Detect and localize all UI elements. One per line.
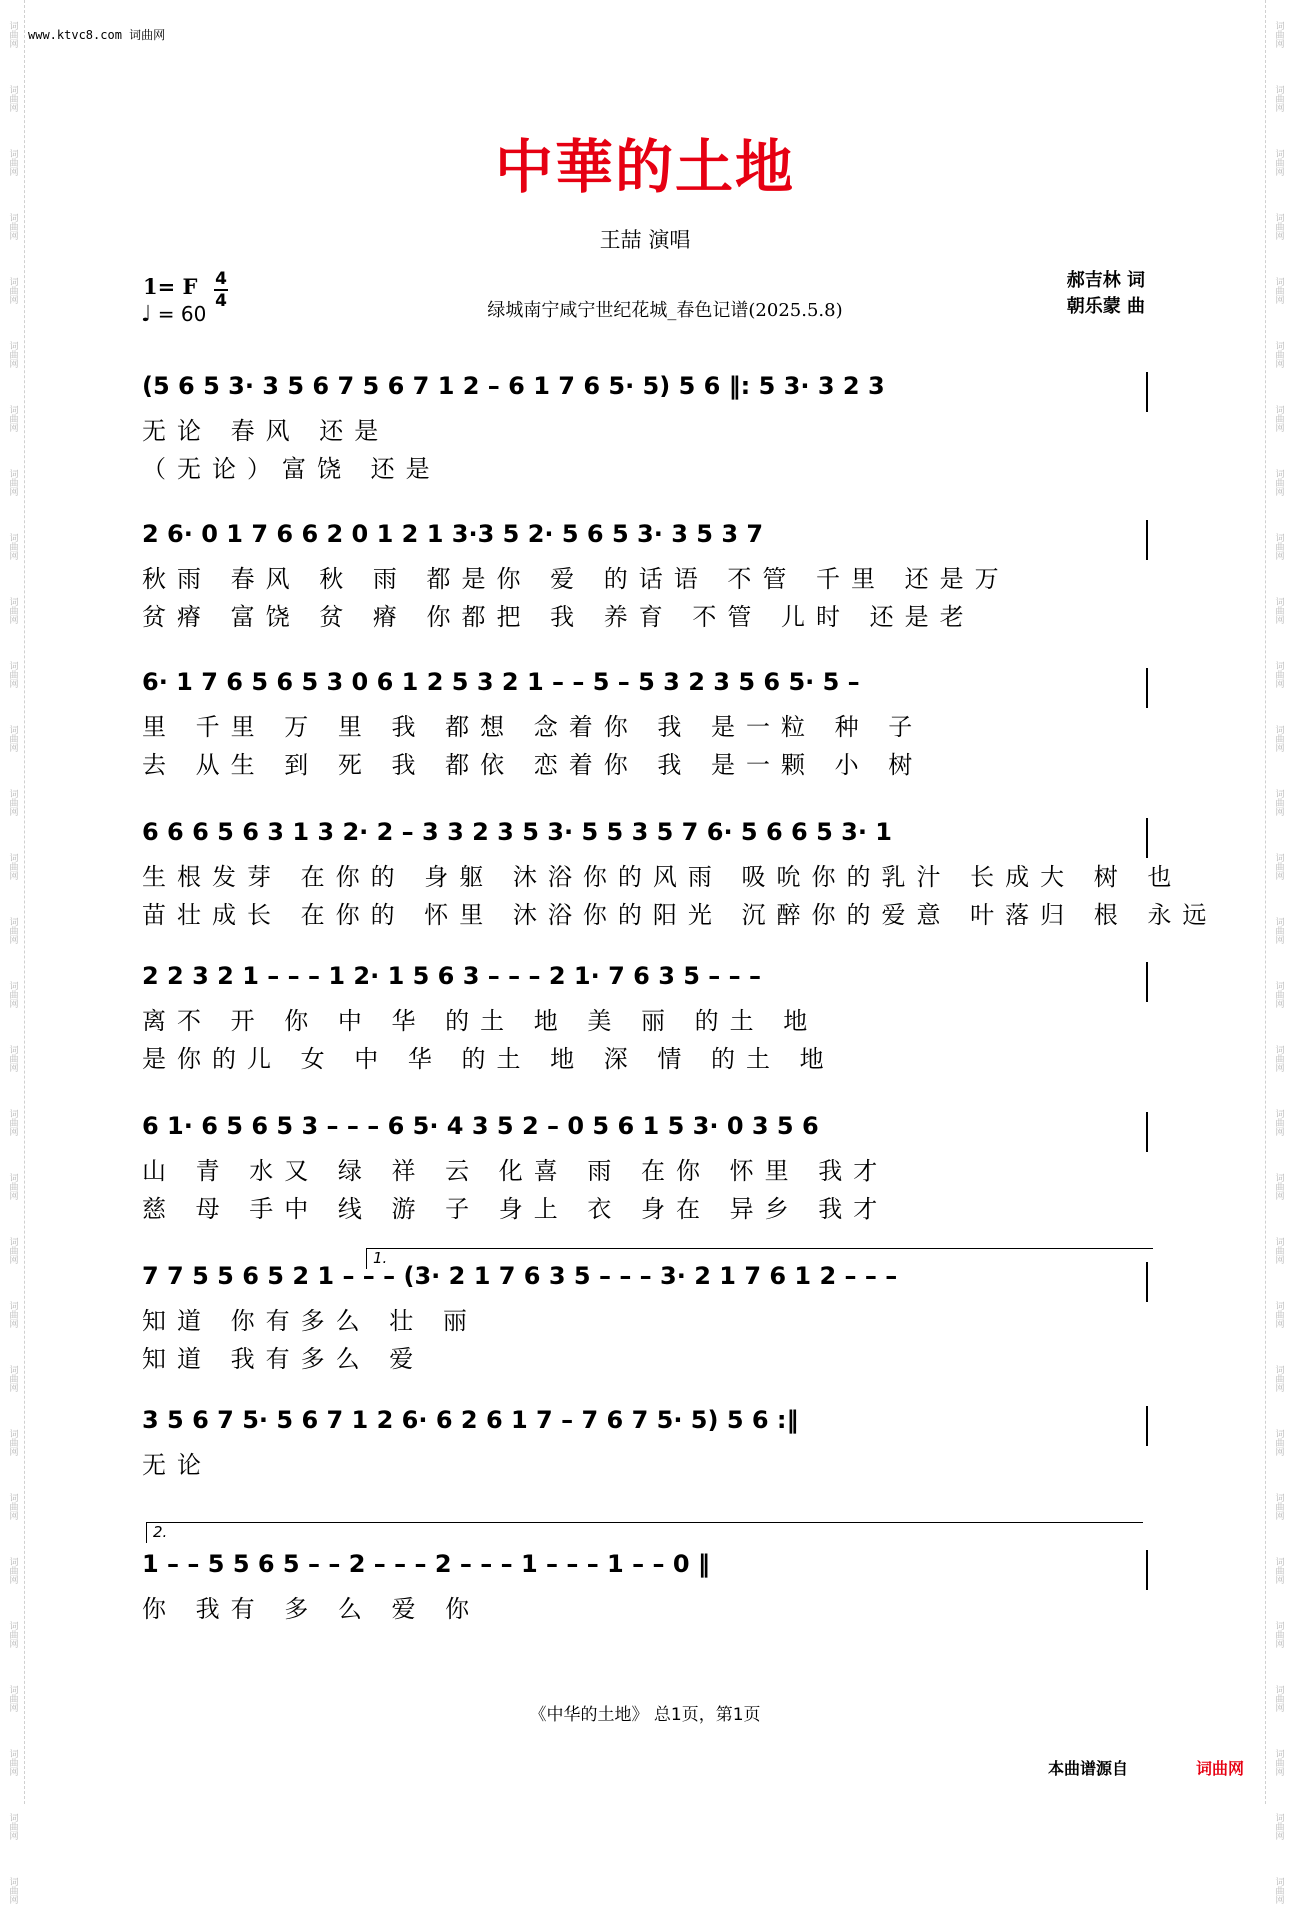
site-url[interactable]: www.ktvc8.com 词曲网 [28,28,166,42]
lyric-line: 知道 我有多么 爱 [142,1345,425,1373]
lyric-line: 离不 开 你 中 华 的土 地 美 丽 的土 地 [142,1007,819,1035]
first-ending-bracket: 1. [366,1248,1153,1269]
score-system [142,1550,1148,1628]
watermark-text: 词曲网 [7,1684,18,1712]
watermark-text: 词曲网 [7,1108,18,1136]
lyric-line: 苗壮成长 在你的 怀里 沐浴你的阳光 沉醉你的爱意 叶落归 根 永远 [142,901,1218,929]
score-system [142,520,1148,636]
watermark-text: 词曲网 [1273,84,1284,112]
watermark-text: 词曲网 [7,788,18,816]
score-system [142,818,1218,934]
second-ending-bracket: 2. [146,1522,1143,1543]
lyric-line: 你 我有 多 么 爱 你 [142,1595,481,1623]
key-signature: 1= F [143,274,198,299]
time-signature-top: 4 [215,269,227,289]
watermark-text: 词曲网 [1273,468,1284,496]
score-system [142,668,1148,784]
watermark-text: 词曲网 [1273,148,1284,176]
lyric-line: 慈 母 手中 线 游 子 身上 衣 身在 异乡 我才 [142,1195,889,1223]
song-title: 中華的土地 [494,133,795,201]
lyric-line: 是你的儿 女 中 华 的土 地 深 情 的土 地 [142,1045,835,1073]
lyric-line: 山 青 水又 绿 祥 云 化喜 雨 在你 怀里 我才 [142,1157,889,1185]
watermark-text: 词曲网 [7,468,18,496]
lyric-line: 秋雨 春风 秋 雨 都是你 爱 的话语 不管 千里 还是万 [142,565,1010,593]
watermark-text: 词曲网 [1273,1556,1284,1584]
watermark-text: 词曲网 [7,84,18,112]
watermark-text: 词曲网 [7,596,18,624]
lyric-line: 无论 [142,1451,212,1479]
watermark-text: 词曲网 [7,1748,18,1776]
composer-credit: 朝乐蒙 曲 [1066,296,1145,317]
watermark-text: 词曲网 [1273,1812,1284,1840]
time-signature-bottom: 4 [215,291,227,311]
notation-line: 7 7 5 5 6 5 2 1 – – – (3· 2 1 7 6 3 5 – – – 3· 2 1 7 6 1 2 – – – [142,1262,1148,1302]
watermark-text: 词曲网 [1273,20,1284,48]
watermark-text: 词曲网 [7,1044,18,1072]
score-system [142,1406,1148,1484]
watermark-text: 词曲网 [7,1428,18,1456]
score-system [142,962,1148,1078]
watermark-text: 词曲网 [1273,724,1284,752]
lyric-line: 知道 你有多么 壮 丽 [142,1307,478,1335]
watermark-text: 词曲网 [7,980,18,1008]
watermark-text: 词曲网 [1273,1172,1284,1200]
source-label: 本曲谱源自 [1048,1759,1129,1778]
watermark-text: 词曲网 [7,212,18,240]
watermark-text: 词曲网 [1273,1236,1284,1264]
watermark-text: 词曲网 [1273,916,1284,944]
watermark-text: 词曲网 [1273,788,1284,816]
watermark-text: 词曲网 [1273,276,1284,304]
watermark-text: 词曲网 [1273,596,1284,624]
watermark-text: 词曲网 [7,340,18,368]
lyricist-credit: 郝吉林 词 [1066,270,1145,291]
watermark-text: 词曲网 [1273,340,1284,368]
watermark-text: 词曲网 [7,148,18,176]
right-watermark-strip [1265,0,1290,1904]
notation-line: 6 6 6 5 6 3 1 3 2· 2 – 3 3 2 3 5 3· 5 5 3 5 7 6· 5 6 6 5 3· 1 [142,818,1148,858]
watermark-text: 词曲网 [7,724,18,752]
watermark-text: 词曲网 [1273,1684,1284,1712]
watermark-text: 词曲网 [7,660,18,688]
watermark-text: 词曲网 [1273,404,1284,432]
watermark-text: 词曲网 [7,532,18,560]
singer-credit: 王喆 演唱 [599,228,691,252]
watermark-text: 词曲网 [1273,1492,1284,1520]
lyric-line: 生根发芽 在你的 身躯 沐浴你的风雨 吸吮你的乳汁 长成大 树 也 [142,863,1183,891]
watermark-text: 词曲网 [7,1620,18,1648]
watermark-text: 词曲网 [1273,212,1284,240]
watermark-text: 词曲网 [1273,1748,1284,1776]
lyric-line: 里 千里 万 里 我 都想 念着你 我 是一粒 种 子 [142,713,924,741]
watermark-text: 词曲网 [7,1492,18,1520]
watermark-text: 词曲网 [1273,1876,1284,1904]
watermark-text: 词曲网 [7,1876,18,1904]
watermark-text: 词曲网 [1273,1428,1284,1456]
notation-line: 2 2 3 2 1 – – – 1 2· 1 5 6 3 – – – 2 1· 7 6 3 5 – – – [142,962,1148,1002]
watermark-text: 词曲网 [7,1556,18,1584]
transcriber-note: 绿城南宁咸宁世纪花城_春色记谱(2025.5.8) [487,300,843,321]
watermark-text: 词曲网 [1273,1044,1284,1072]
lyric-line: 贫瘠 富饶 贫 瘠 你都把 我 养育 不管 儿时 还是老 [142,603,975,631]
watermark-text: 词曲网 [7,1300,18,1328]
watermark-text: 词曲网 [7,20,18,48]
credits [1067,268,1145,320]
watermark-text: 词曲网 [1273,1364,1284,1392]
watermark-text: 词曲网 [1273,1300,1284,1328]
score-system [142,1112,1148,1228]
watermark-text: 词曲网 [1273,980,1284,1008]
lyric-line: （无论）富饶 还是 [142,455,441,483]
lyric-line: 去 从生 到 死 我 都依 恋着你 我 是一颗 小 树 [142,751,924,779]
watermark-text: 词曲网 [7,1172,18,1200]
notation-line: 6 1· 6 5 6 5 3 – – – 6 5· 4 3 5 2 – 0 5 6 1 5 3· 0 3 5 6 [142,1112,1148,1152]
watermark-text: 词曲网 [1273,532,1284,560]
score-system [142,372,1148,488]
watermark-text: 词曲网 [7,1812,18,1840]
notation-line: (5 6 5 3· 3 5 6 7 5 6 7 1 2 – 6 1 7 6 5· 5) 5 6 ‖: 5 3· 3 2 3 [142,372,1148,412]
left-watermark-strip [0,0,25,1904]
page-footer: 《中华的土地》 总1页，第1页 [529,1705,761,1725]
score-system [142,1262,1148,1378]
watermark-text: 词曲网 [7,276,18,304]
watermark-text: 词曲网 [1273,1108,1284,1136]
watermark-text: 词曲网 [7,404,18,432]
watermark-text: 词曲网 [7,1236,18,1264]
notation-line: 2 6· 0 1 7 6 6 2 0 1 2 1 3·3 5 2· 5 6 5 3· 3 5 3 7 [142,520,1148,560]
notation-line: 6· 1 7 6 5 6 5 3 0 6 1 2 5 3 2 1 – – 5 – 5 3 2 3 5 6 5· 5 – [142,668,1148,708]
quarter-note-icon: ♩ [141,302,152,327]
tempo-value: = 60 [157,302,207,326]
notation-line: 1 – – 5 5 6 5 – – 2 – – – 2 – – – 1 – – – 1 – – 0 ‖ [142,1550,1148,1590]
watermark-text: 词曲网 [1273,1620,1284,1648]
watermark-text: 词曲网 [7,916,18,944]
watermark-text: 词曲网 [1273,852,1284,880]
brand-link[interactable]: 词曲网 [1196,1759,1245,1778]
watermark-text: 词曲网 [7,852,18,880]
watermark-text: 词曲网 [7,1364,18,1392]
notation-line: 3 5 6 7 5· 5 6 7 1 2 6· 6 2 6 1 7 – 7 6 7 5· 5) 5 6 :‖ [142,1406,1148,1446]
watermark-text: 词曲网 [1273,660,1284,688]
lyric-line: 无论 春风 还是 [142,417,390,445]
